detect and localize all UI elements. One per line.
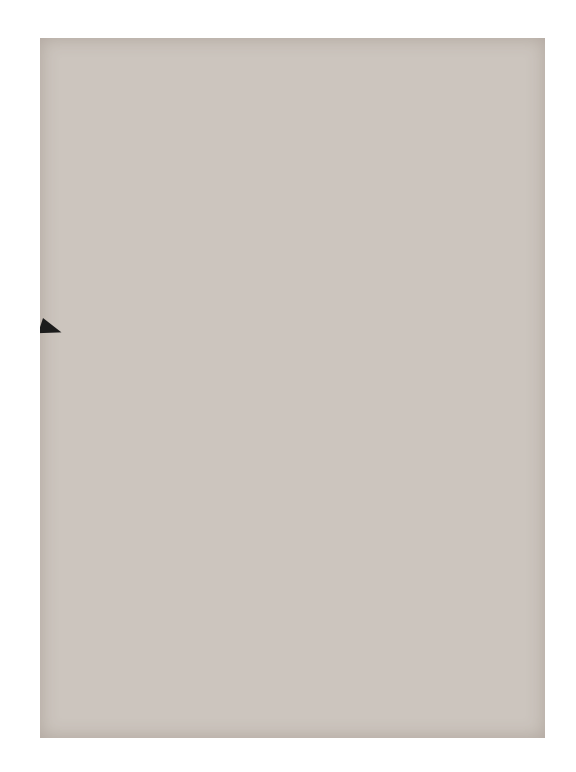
punch-hole-mark bbox=[40, 318, 64, 340]
document-page bbox=[40, 38, 545, 738]
